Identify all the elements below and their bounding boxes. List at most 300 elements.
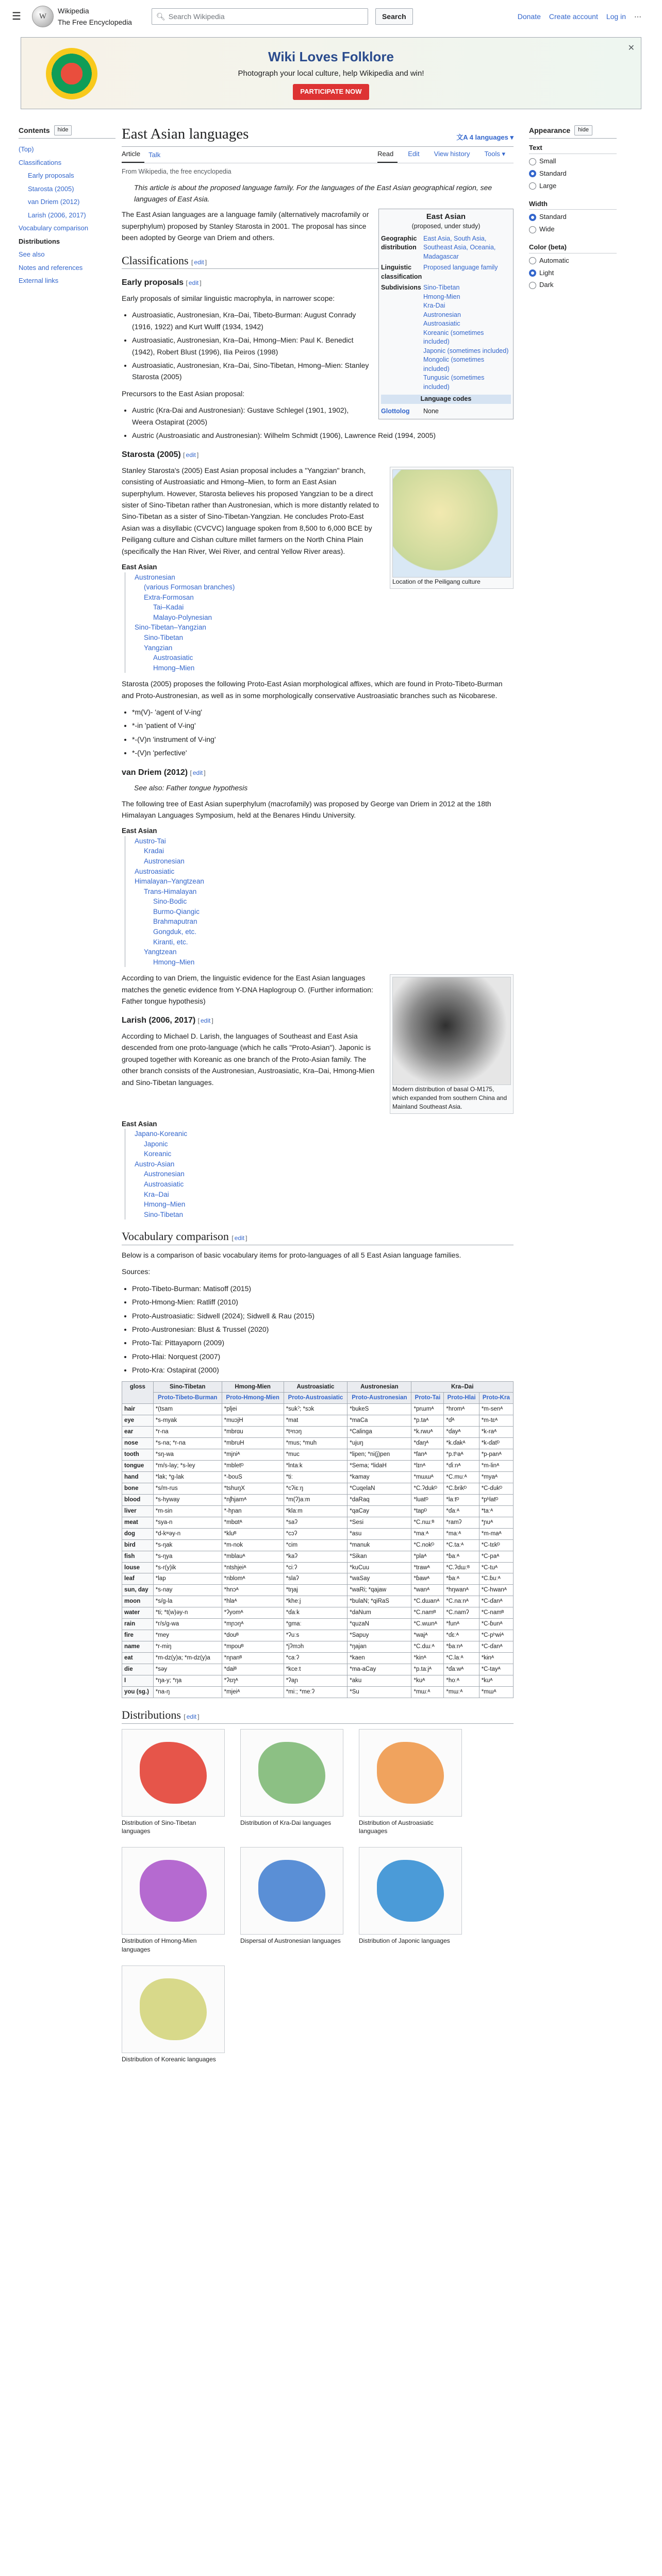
table-cell: *slaʔ bbox=[284, 1573, 347, 1585]
table-cell: *maCa bbox=[347, 1415, 411, 1427]
list-item: • Austric (Kra-Dai and Austronesian): Gustave Schlegel (1901, 1902), Weera Ostapirat (2005) bbox=[132, 404, 514, 428]
toc-item[interactable] bbox=[19, 143, 115, 156]
table-cell: *C.taːᴬ bbox=[444, 1539, 479, 1551]
table-cell: *pʰlatᴰ bbox=[479, 1494, 513, 1505]
distribution-map-image[interactable] bbox=[240, 1729, 343, 1817]
tab-view-history[interactable]: View history bbox=[434, 149, 470, 158]
tree-node[interactable]: Yangtzean bbox=[125, 947, 514, 957]
table-cell: *ɗaːᴬ bbox=[444, 1505, 479, 1517]
table-cell: I bbox=[122, 1675, 154, 1686]
table-cell: *klaːm bbox=[284, 1505, 347, 1517]
table-row bbox=[122, 1641, 514, 1653]
create-account-link[interactable]: Create account bbox=[549, 12, 598, 21]
table-cell: *kaʔ bbox=[284, 1551, 347, 1562]
tree-node[interactable]: (various Formosan branches) bbox=[125, 582, 514, 592]
infobox-subtitle: (proposed, under study) bbox=[411, 223, 481, 230]
infobox-value[interactable]: Proposed language family bbox=[423, 264, 498, 272]
radio-label: Wide bbox=[539, 225, 555, 233]
tree-node[interactable]: Austronesian bbox=[125, 1169, 514, 1179]
table-cell: *-bouS bbox=[222, 1472, 284, 1483]
table-cell: *quzaN bbox=[347, 1619, 411, 1630]
table-cell: *kinᴬ bbox=[411, 1653, 444, 1664]
radio-button[interactable] bbox=[529, 158, 536, 165]
gallery-caption: Dispersal of Austronesian languages bbox=[240, 1937, 341, 1945]
table-cell: *kuᴬ bbox=[411, 1675, 444, 1686]
table-cell: *k.rwuᴬ bbox=[411, 1427, 444, 1438]
table-cell: *kluᴮ bbox=[222, 1528, 284, 1539]
toc-item[interactable] bbox=[19, 156, 115, 170]
table-row bbox=[122, 1404, 514, 1415]
affix-item: • *m(V)- 'agent of V-ing' bbox=[132, 706, 514, 718]
toc-item[interactable] bbox=[19, 261, 115, 275]
toc-hide-button[interactable]: hide bbox=[54, 125, 72, 135]
table-cell: *kceːt bbox=[284, 1664, 347, 1675]
table-cell: *ɲuᴬ bbox=[479, 1517, 513, 1528]
toc-item-label[interactable]: Vocabulary comparison bbox=[19, 224, 89, 232]
table-row bbox=[122, 1517, 514, 1528]
table-cell: *C.wɯnᴬ bbox=[411, 1619, 444, 1630]
table-cell: *C-namᴮ bbox=[479, 1607, 513, 1619]
wikipedia-logo[interactable] bbox=[32, 5, 132, 28]
map-region-shape bbox=[140, 1978, 207, 2040]
table-cell: *C.nokᴰ bbox=[411, 1539, 444, 1551]
radio-option[interactable] bbox=[529, 168, 617, 179]
group-header: Austroasiatic bbox=[284, 1381, 347, 1393]
distribution-map-image[interactable] bbox=[122, 1729, 225, 1817]
tab-article[interactable]: Article bbox=[122, 149, 144, 163]
table-cell: *Sapuy bbox=[347, 1630, 411, 1641]
tree-node[interactable]: Japonic bbox=[125, 1139, 514, 1149]
color-label: Color (beta) bbox=[529, 242, 617, 253]
see-also-note: See also: Father tongue hypothesis bbox=[134, 784, 248, 792]
toc-item-label[interactable]: Larish (2006, 2017) bbox=[28, 211, 86, 219]
table-cell: *C.muːᴬ bbox=[444, 1472, 479, 1483]
table-cell: *C-pʰwiᴬ bbox=[479, 1630, 513, 1641]
toc-item-label[interactable]: Early proposals bbox=[28, 172, 74, 180]
tree-node[interactable]: Austroasiatic bbox=[125, 653, 514, 663]
table-cell: *C-tuᴬ bbox=[479, 1562, 513, 1573]
edit-link[interactable]: edit bbox=[194, 258, 204, 266]
table-cell: *hlaᴬ bbox=[222, 1596, 284, 1607]
group-header: Austronesian bbox=[347, 1381, 411, 1393]
tree-node[interactable]: Malayo-Polynesian bbox=[125, 613, 514, 623]
page-title: East Asian languages bbox=[122, 126, 249, 142]
tree-node[interactable]: Yangzian bbox=[125, 643, 514, 653]
tree-node[interactable]: Himalayan–Yangtzean bbox=[125, 876, 514, 887]
table-cell: *ʔɛŋᴬ bbox=[222, 1675, 284, 1686]
table-cell: *plaᴬ bbox=[411, 1551, 444, 1562]
table-row bbox=[122, 1562, 514, 1573]
table-cell: *asu bbox=[347, 1528, 411, 1539]
table-cell: *kheːj bbox=[284, 1596, 347, 1607]
glottolog-label[interactable]: Glottolog bbox=[381, 407, 410, 415]
edit-link[interactable]: edit bbox=[201, 1017, 211, 1025]
table-cell: eye bbox=[122, 1415, 154, 1427]
toc-item-label[interactable]: (Top) bbox=[19, 145, 34, 154]
tree-node[interactable]: Trans-Himalayan bbox=[125, 887, 514, 897]
glottolog-value: None bbox=[423, 407, 439, 415]
table-cell: *Su bbox=[347, 1686, 411, 1698]
table-cell: *mɯːᴬ bbox=[411, 1686, 444, 1698]
radio-label: Automatic bbox=[539, 256, 569, 264]
column-header[interactable]: Proto-Tai bbox=[411, 1393, 444, 1404]
table-cell: *tᵊnɔŋ bbox=[284, 1427, 347, 1438]
table-cell: *p-panᴬ bbox=[479, 1449, 513, 1461]
table-row bbox=[122, 1494, 514, 1505]
map-region-shape bbox=[377, 1860, 444, 1922]
tree-node[interactable]: Austro-Asian bbox=[125, 1159, 514, 1170]
tree-node[interactable]: Tai–Kadai bbox=[125, 602, 514, 613]
infobox-title: East Asian bbox=[426, 212, 466, 222]
tree-node[interactable]: Sino-Tibetan bbox=[125, 1210, 514, 1220]
table-cell: fish bbox=[122, 1551, 154, 1562]
infobox-key: Linguistic classification bbox=[381, 264, 422, 280]
infobox-codes-header: Language codes bbox=[381, 395, 511, 404]
column-header[interactable]: Proto-Hlai bbox=[444, 1393, 479, 1404]
table-cell: *mbletᴰ bbox=[222, 1461, 284, 1472]
radio-label: Standard bbox=[539, 169, 567, 177]
table-row bbox=[122, 1505, 514, 1517]
radio-option[interactable] bbox=[529, 280, 617, 291]
tree-node[interactable]: Burmo-Qiangic bbox=[125, 907, 514, 917]
table-cell: ear bbox=[122, 1427, 154, 1438]
page-tabs bbox=[122, 149, 514, 163]
table-cell: *prɯmᴬ bbox=[411, 1404, 444, 1415]
map-region-shape bbox=[140, 1860, 207, 1922]
tree-node[interactable]: Austronesian bbox=[125, 856, 514, 867]
table-cell: *waRi; *qajaw bbox=[347, 1585, 411, 1596]
table-cell: *tapᴰ bbox=[411, 1505, 444, 1517]
table-cell: liver bbox=[122, 1505, 154, 1517]
table-cell: *C-ɗukᴰ bbox=[479, 1483, 513, 1494]
gallery-item bbox=[359, 1847, 462, 1954]
article-content bbox=[122, 125, 514, 2074]
table-cell: *daRaq bbox=[347, 1494, 411, 1505]
distribution-map-image[interactable] bbox=[359, 1729, 462, 1817]
table-of-contents bbox=[8, 125, 122, 2074]
table-cell: *sukˀ; *sɔk bbox=[284, 1404, 347, 1415]
radio-button[interactable] bbox=[529, 182, 536, 190]
table-row bbox=[122, 1664, 514, 1675]
radio-label: Large bbox=[539, 181, 557, 190]
edit-link[interactable]: edit bbox=[234, 1234, 245, 1242]
edit-link[interactable]: edit bbox=[186, 1713, 197, 1720]
distribution-map-image[interactable] bbox=[240, 1847, 343, 1935]
language-selector-button[interactable]: 文A 4 languages ▾ bbox=[456, 133, 514, 141]
toc-item-label[interactable]: van Driem (2012) bbox=[28, 198, 80, 206]
toc-item-label[interactable]: Classifications bbox=[19, 158, 62, 166]
table-cell: *mjniᴬ bbox=[222, 1449, 284, 1461]
table-cell: bone bbox=[122, 1483, 154, 1494]
table-cell: *myaᴬ bbox=[479, 1472, 513, 1483]
tree-node[interactable]: Sino-Bodic bbox=[125, 896, 514, 907]
table-row bbox=[122, 1427, 514, 1438]
donate-link[interactable]: Donate bbox=[517, 12, 541, 21]
table-cell: *ɗɛːᴬ bbox=[444, 1630, 479, 1641]
table-cell: *s/m-rus bbox=[153, 1483, 222, 1494]
tree-node[interactable]: Kiranti, etc. bbox=[125, 937, 514, 947]
tree-node[interactable]: Kradai bbox=[125, 846, 514, 856]
search-icon: 🔍︎ bbox=[156, 12, 166, 21]
table-cell: *s-r(y)ik bbox=[153, 1562, 222, 1573]
toc-item[interactable] bbox=[19, 195, 115, 209]
column-header[interactable]: Proto-Hmong-Mien bbox=[222, 1393, 284, 1404]
tab-talk[interactable]: Talk bbox=[148, 150, 161, 159]
source-item: • Proto-Hlai: Norquest (2007) bbox=[132, 1351, 514, 1362]
radio-button[interactable] bbox=[529, 226, 536, 233]
distribution-map-image[interactable] bbox=[122, 1847, 225, 1935]
table-cell: *ɓaːnᴬ bbox=[444, 1641, 479, 1653]
table-cell: *s-hyway bbox=[153, 1494, 222, 1505]
table-cell: *luatᴰ bbox=[411, 1494, 444, 1505]
table-cell: *m(ʔ)aːm bbox=[284, 1494, 347, 1505]
early-intro: Early proposals of similar linguistic macrophyla, in narrower scope: bbox=[122, 294, 335, 303]
radio-label: Small bbox=[539, 157, 556, 165]
table-cell: *hnɔᴬ bbox=[222, 1585, 284, 1596]
toc-item-label[interactable]: Distributions bbox=[19, 237, 60, 245]
tree-node[interactable]: Austroasiatic bbox=[125, 867, 514, 877]
edit-link[interactable]: edit bbox=[188, 279, 199, 287]
table-cell: *aku bbox=[347, 1675, 411, 1686]
table-cell: *mbrɑu bbox=[222, 1427, 284, 1438]
tree-node[interactable]: Austroasiatic bbox=[125, 1179, 514, 1190]
source-item: • Proto-Austronesian: Blust & Trussel (2020) bbox=[132, 1324, 514, 1335]
table-cell: *cʔiɛːŋ bbox=[284, 1483, 347, 1494]
close-icon[interactable]: ✕ bbox=[627, 44, 635, 53]
folklore-logo-icon bbox=[46, 48, 97, 99]
appearance-hide-button[interactable]: hide bbox=[574, 125, 592, 135]
haplogroup-map-image[interactable] bbox=[392, 977, 511, 1085]
infobox-row bbox=[381, 262, 511, 282]
list-item: • Austroasiatic, Austronesian, Kra–Dai, Hmong–Mien: Paul K. Benedict (1942), Robert Blust (1996), Ilia Peiros (1998) bbox=[132, 334, 514, 358]
table-cell: *Sesi bbox=[347, 1517, 411, 1528]
table-cell: *Calinga bbox=[347, 1427, 411, 1438]
affix-item: • *-in 'patient of V-ing' bbox=[132, 720, 514, 731]
tab-tools[interactable]: Tools ▾ bbox=[484, 149, 505, 158]
table-cell: *funᴬ bbox=[444, 1619, 479, 1630]
search-button[interactable]: Search bbox=[375, 8, 413, 25]
table-row bbox=[122, 1653, 514, 1664]
table-row bbox=[122, 1686, 514, 1698]
table-cell: *mjeiᴬ bbox=[222, 1686, 284, 1698]
tagline: The Free Encyclopedia bbox=[58, 18, 132, 26]
width-group bbox=[529, 199, 617, 235]
table-cell: *kuᴬ bbox=[479, 1675, 513, 1686]
radio-option[interactable] bbox=[529, 268, 617, 279]
edit-link[interactable]: edit bbox=[192, 769, 203, 776]
tree-node[interactable]: Kra–Dai bbox=[125, 1190, 514, 1200]
table-cell: *ti; *t(w)əy-n bbox=[153, 1607, 222, 1619]
table-cell: *miː; *meːʔ bbox=[284, 1686, 347, 1698]
radio-option[interactable] bbox=[529, 156, 617, 167]
table-cell: fire bbox=[122, 1630, 154, 1641]
table-cell: die bbox=[122, 1664, 154, 1675]
table-cell: *maːᴬ bbox=[444, 1528, 479, 1539]
table-cell: *ŋajan bbox=[347, 1641, 411, 1653]
edit-link[interactable]: edit bbox=[186, 451, 196, 459]
width-label: Width bbox=[529, 199, 617, 210]
table-cell: *mbɑtᴬ bbox=[222, 1517, 284, 1528]
tree-node[interactable]: Austronesian bbox=[125, 572, 514, 583]
tab-read[interactable]: Read bbox=[377, 149, 398, 163]
gallery-item bbox=[240, 1847, 343, 1954]
table-cell: *lipen; *ni(j)pen bbox=[347, 1449, 411, 1461]
tree-node[interactable]: Japano-Koreanic bbox=[125, 1129, 514, 1139]
tree-node: East Asian bbox=[122, 827, 157, 835]
table-cell: tooth bbox=[122, 1449, 154, 1461]
table-cell: *k-ɗatᴰ bbox=[479, 1438, 513, 1449]
toc-item[interactable] bbox=[19, 274, 115, 287]
radio-button[interactable] bbox=[529, 257, 536, 264]
toc-item[interactable] bbox=[19, 169, 115, 182]
radio-option[interactable] bbox=[529, 256, 617, 266]
column-header[interactable]: Proto-Tibeto-Burman bbox=[153, 1393, 222, 1404]
radio-label: Standard bbox=[539, 213, 567, 221]
table-cell: louse bbox=[122, 1562, 154, 1573]
source-item: • Proto-Tai: Pittayaporn (2009) bbox=[132, 1337, 514, 1348]
tree-node[interactable]: Brahmaputran bbox=[125, 917, 514, 927]
toc-item-label[interactable]: See also bbox=[19, 250, 45, 259]
radio-button[interactable] bbox=[529, 214, 536, 221]
table-cell: *p.tʰaᴬ bbox=[444, 1449, 479, 1461]
column-header[interactable]: Proto-Austronesian bbox=[347, 1393, 411, 1404]
map-region-shape bbox=[258, 1742, 325, 1804]
tree-node[interactable]: Hmong–Mien bbox=[125, 663, 514, 673]
table-cell: *C.laːᴬ bbox=[444, 1653, 479, 1664]
radio-button[interactable] bbox=[529, 269, 536, 277]
tree-node[interactable]: Gongduk, etc. bbox=[125, 927, 514, 937]
radio-option[interactable] bbox=[529, 212, 617, 223]
tab-edit[interactable]: Edit bbox=[408, 149, 420, 158]
figure-caption: Modern distribution of basal O-M175, which expanded from southern China and Mainland Southeast Asia. bbox=[392, 1086, 507, 1110]
table-cell: *maːᴬ bbox=[411, 1528, 444, 1539]
tree-node[interactable]: Extra-Formosan bbox=[125, 592, 514, 603]
radio-button[interactable] bbox=[529, 170, 536, 177]
infobox-value[interactable]: East Asia, South Asia, Southeast Asia, Oceania, Madagascar bbox=[423, 234, 496, 260]
radio-button[interactable] bbox=[529, 282, 536, 289]
tree-node[interactable]: Hmong–Mien bbox=[125, 1199, 514, 1210]
distribution-map-image[interactable] bbox=[359, 1847, 462, 1935]
table-cell: nose bbox=[122, 1438, 154, 1449]
affix-list bbox=[132, 706, 514, 759]
table-row bbox=[122, 1630, 514, 1641]
search-input[interactable] bbox=[152, 8, 368, 25]
toc-item[interactable] bbox=[19, 235, 115, 248]
toc-item-label[interactable]: External links bbox=[19, 277, 59, 285]
table-cell: *mpouᴮ bbox=[222, 1641, 284, 1653]
table-row bbox=[122, 1528, 514, 1539]
affix-item: • *-(V)n 'perfective' bbox=[132, 747, 514, 758]
login-link[interactable]: Log in bbox=[606, 12, 626, 21]
infobox-row bbox=[381, 233, 511, 263]
table-cell: *m/s-lay; *s-ley bbox=[153, 1461, 222, 1472]
table-cell: *tiː bbox=[284, 1472, 347, 1483]
toc-item[interactable] bbox=[19, 248, 115, 261]
table-cell: *mey bbox=[153, 1630, 222, 1641]
tree-node[interactable]: Hmong–Mien bbox=[125, 957, 514, 968]
table-cell: *C-tɛkᴰ bbox=[479, 1539, 513, 1551]
van-driem-tree bbox=[122, 826, 514, 967]
column-header[interactable]: Proto-Kra bbox=[479, 1393, 513, 1404]
affix-item: • *-(V)n 'instrument of V-ing' bbox=[132, 734, 514, 745]
table-cell: *daiᴮ bbox=[222, 1664, 284, 1675]
user-menu-icon[interactable]: ⋯ bbox=[634, 12, 641, 21]
table-cell: *na-ŋ bbox=[153, 1686, 222, 1698]
section-vocabulary: Vocabulary comparison [ edit ] bbox=[122, 1229, 514, 1245]
table-cell: *mɯᴬ bbox=[479, 1686, 513, 1698]
column-header[interactable]: Proto-Austroasiatic bbox=[284, 1393, 347, 1404]
van-driem-text: The following tree of East Asian superphylum (macrofamily) was proposed by George van Driem in 2012 at the 18th Himalayan Languages Symposium, held at the Benares Hindu University. bbox=[122, 799, 491, 819]
list-item: • Austroasiatic, Austronesian, Kra–Dai, Sino-Tibetan, Hmong–Mien: Stanley Starosta (2005) bbox=[132, 360, 514, 383]
toc-item-label[interactable]: Notes and references bbox=[19, 263, 83, 272]
table-cell: *m-dz(y)a; *m-dz(y)a bbox=[153, 1653, 222, 1664]
vocab-intro: Below is a comparison of basic vocabulary items for proto-languages of all 5 East Asian language families. bbox=[122, 1251, 461, 1260]
toc-item[interactable] bbox=[19, 209, 115, 222]
table-cell: *kɨnᴬ bbox=[479, 1653, 513, 1664]
tree-node: East Asian bbox=[122, 1120, 157, 1128]
site-header bbox=[0, 0, 662, 33]
table-cell: *C-tayᴬ bbox=[479, 1664, 513, 1675]
table-cell: water bbox=[122, 1607, 154, 1619]
table-cell: *s-myak bbox=[153, 1415, 222, 1427]
table-cell: *bukeS bbox=[347, 1404, 411, 1415]
table-cell: hair bbox=[122, 1404, 154, 1415]
tree-node[interactable]: Koreanic bbox=[125, 1149, 514, 1159]
tree-node[interactable]: Sino-Tibetan–Yangzian bbox=[125, 622, 514, 633]
tree-node[interactable]: Austro-Tai bbox=[125, 836, 514, 846]
table-cell: *(tsam bbox=[153, 1404, 222, 1415]
table-cell: *waSay bbox=[347, 1573, 411, 1585]
table-cell: *ʔyomᴬ bbox=[222, 1607, 284, 1619]
table-cell: *s-ŋak bbox=[153, 1539, 222, 1551]
infobox-value[interactable]: Sino-Tibetan Hmong-Mien Kra-Dai Austronesian Austroasiatic Koreanic (sometimes included) Japonic (sometimes included) Mongolic (sometimes included) Tungusic (sometimes included) bbox=[423, 284, 509, 391]
table-cell: name bbox=[122, 1641, 154, 1653]
gallery-item bbox=[240, 1729, 343, 1836]
gallery-caption: Distribution of Japonic languages bbox=[359, 1937, 450, 1945]
tree-node[interactable]: Sino-Tibetan bbox=[125, 633, 514, 643]
table-cell: *mɯɯᴬ bbox=[411, 1472, 444, 1483]
toc-item-label[interactable]: Starosta (2005) bbox=[28, 184, 74, 193]
table-cell: *C-ɗanᴬ bbox=[479, 1641, 513, 1653]
table-cell: *CuqelaN bbox=[347, 1483, 411, 1494]
table-cell: *ciːʔ bbox=[284, 1562, 347, 1573]
table-cell: *saʔ bbox=[284, 1517, 347, 1528]
vocabulary-table bbox=[122, 1381, 514, 1698]
peiligang-map-image[interactable] bbox=[392, 469, 511, 578]
hatnote: This article is about the proposed language family. For the languages of the East Asian geographical region, see languages of East Asia. bbox=[134, 183, 492, 204]
table-row bbox=[122, 1415, 514, 1427]
site-sub: From Wikipedia, the free encyclopedia bbox=[122, 167, 231, 175]
list-item: • Austric (Austroasiatic and Austronesian): Wilhelm Schmidt (1906), Lawrence Reid (1994, 2005) bbox=[132, 430, 514, 441]
toc-item[interactable] bbox=[19, 182, 115, 196]
radio-option[interactable] bbox=[529, 181, 617, 192]
table-cell: *ujuŋ bbox=[347, 1438, 411, 1449]
participate-button[interactable]: PARTICIPATE NOW bbox=[293, 84, 369, 100]
distribution-map-image[interactable] bbox=[122, 1965, 225, 2053]
radio-option[interactable] bbox=[529, 224, 617, 235]
color-group bbox=[529, 242, 617, 291]
main-menu-icon[interactable]: ☰ bbox=[12, 11, 21, 22]
table-cell: *C.namʔ bbox=[444, 1607, 479, 1619]
table-cell: *ramʔ bbox=[444, 1517, 479, 1528]
gallery-caption: Distribution of Koreanic languages bbox=[122, 2055, 216, 2063]
table-cell: *fanᴬ bbox=[411, 1449, 444, 1461]
toc-item[interactable] bbox=[19, 222, 115, 235]
table-cell: *wajᴬ bbox=[411, 1630, 444, 1641]
table-cell: *C-hwanᴬ bbox=[479, 1585, 513, 1596]
table-row bbox=[122, 1539, 514, 1551]
table-cell: *mbruH bbox=[222, 1438, 284, 1449]
